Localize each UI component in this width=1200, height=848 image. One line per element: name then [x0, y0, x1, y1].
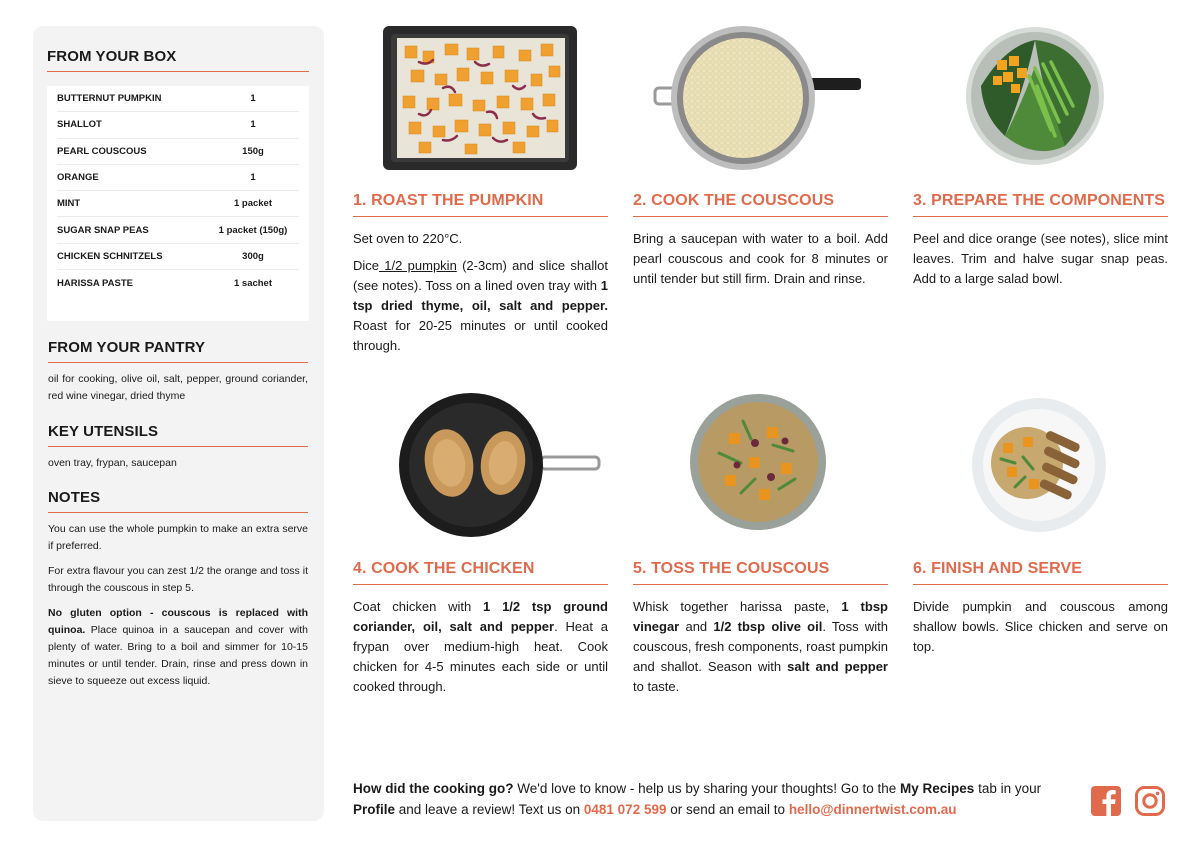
step-5 — [633, 560, 888, 697]
step-5-text-e: . Toss with couscous, fresh components, roast pumpkin and shallot. Season with — [633, 619, 888, 674]
ingredients-table — [47, 86, 309, 321]
step-4-text-a: Coat chicken with — [353, 599, 484, 614]
ingredient-qty: 150g — [242, 145, 264, 157]
step-6 — [913, 560, 1168, 657]
step-1-text-underlined: 1/2 pumpkin — [379, 258, 457, 273]
ingredient-qty: 1 — [250, 172, 256, 184]
notes-section — [48, 489, 308, 690]
ingredient-qty: 1 sachet — [233, 277, 273, 289]
step-1-text-bold: 1 tsp dried thyme, oil, salt and pepper. — [353, 278, 608, 313]
feedback-footer — [353, 778, 1083, 820]
ingredient-name: SHALLOT — [57, 119, 102, 131]
ingredient-qty: 1 packet — [233, 198, 273, 210]
step-6-body — [913, 597, 1168, 657]
step-5-text-d: 1/2 tbsp olive oil — [713, 619, 823, 634]
pantry-section — [48, 339, 308, 404]
footer-text-2: tab in your — [974, 781, 1042, 796]
step-1 — [353, 192, 608, 356]
email-link[interactable]: hello@dinnertwist.com.au — [788, 802, 957, 817]
ingredient-row — [57, 112, 299, 138]
step-5-text-a: Whisk together harissa paste, — [633, 599, 842, 614]
step-4-title: 4. COOK THE CHICKEN — [353, 560, 608, 585]
step-5-text-c: and — [679, 619, 714, 634]
step-1-title: 1. ROAST THE PUMPKIN — [353, 192, 608, 217]
step-3-text: Peel and dice orange (see notes), slice mint leaves. Trim and halve sugar snap peas. Add to a large salad bowl. — [913, 231, 1168, 286]
ingredient-qty: 1 packet (150g) — [218, 224, 288, 236]
utensils-text: oven tray, frypan, saucepan — [48, 457, 177, 469]
cook-chicken-photo — [391, 393, 601, 537]
step-2 — [633, 192, 888, 289]
ingredient-row — [57, 165, 299, 191]
ingredient-qty: 1 — [250, 119, 256, 131]
note-3-bold: No gluten option - couscous is replaced with quinoa. — [48, 607, 308, 636]
step-5-title: 5. TOSS THE COUSCOUS — [633, 560, 888, 585]
footer-text-4: or send an email to — [666, 802, 789, 817]
step-4 — [353, 560, 608, 697]
prepare-components-photo — [965, 26, 1105, 166]
step-5-body — [633, 597, 888, 697]
ingredient-qty: 1 — [250, 93, 256, 105]
toss-couscous-photo — [689, 393, 827, 531]
step-6-title: 6. FINISH AND SERVE — [913, 560, 1168, 585]
note-2: For extra flavour you can zest 1/2 the orange and toss it through the couscous in step 5. — [48, 565, 308, 594]
ingredient-name: BUTTERNUT PUMPKIN — [57, 93, 162, 105]
step-3-title: 3. PREPARE THE COMPONENTS — [913, 192, 1168, 217]
step-3 — [913, 192, 1168, 289]
ingredient-row — [57, 86, 299, 112]
finish-serve-photo — [971, 397, 1107, 533]
cook-couscous-photo — [653, 26, 863, 170]
step-1-text-b: (2-3cm) and slice shallot (see notes). Toss on a lined oven tray with — [353, 258, 609, 293]
notes-heading: NOTES — [48, 489, 308, 513]
ingredient-name: MINT — [57, 198, 81, 210]
step-4-text — [353, 597, 608, 697]
step-5-text — [633, 597, 888, 697]
step-2-text: Bring a saucepan with water to a boil. Add pearl couscous and cook for 8 minutes or until tender but still firm. Drain and rinse. — [633, 231, 888, 286]
note-3-text: Place quinoa in a saucepan and cover with plenty of water. Bring to a boil and simmer for 10-15 minutes or until tender. Drain, rinse and press down in sieve to squeeze out excess liquid. — [48, 624, 308, 687]
ingredient-qty: 300g — [242, 250, 264, 262]
pantry-text: oil for cooking, olive oil, salt, pepper, ground coriander, red wine vinegar, dried thyme — [48, 373, 308, 402]
step-2-body — [633, 229, 888, 289]
step-4-text-c: . Heat a frypan over medium-high heat. Cook chicken for 4-5 minutes each side or until cooked through. — [353, 619, 609, 694]
step-4-body — [353, 597, 608, 697]
footer-text-3: and leave a review! Text us on — [395, 802, 584, 817]
step-5-text-b: 1 tbsp vinegar — [633, 599, 888, 634]
ingredient-name: CHICKEN SCHNITZELS — [57, 250, 163, 262]
social-links — [1090, 785, 1166, 817]
step-5-text-g: to taste. — [633, 679, 680, 694]
ingredient-row — [57, 270, 299, 296]
my-recipes-link[interactable]: My Recipes — [900, 781, 975, 796]
step-2-title: 2. COOK THE COUSCOUS — [633, 192, 888, 217]
pantry-heading: FROM YOUR PANTRY — [48, 339, 308, 363]
utensils-section — [48, 423, 308, 472]
ingredient-name: HARISSA PASTE — [57, 277, 134, 289]
phone-link[interactable]: 0481 072 599 — [583, 802, 667, 817]
ingredient-row — [57, 217, 299, 243]
step-4-text-bold: 1 1/2 tsp ground coriander, oil, salt and pepper — [353, 599, 608, 634]
step-1-body — [353, 229, 608, 356]
from-your-box-heading: FROM YOUR BOX — [47, 48, 309, 72]
ingredient-row — [57, 191, 299, 217]
step-1-text-c: Roast for 20-25 minutes or until cooked through. — [353, 318, 608, 353]
step-6-text: Divide pumpkin and couscous among shallow bowls. Slice chicken and serve on top. — [913, 599, 1168, 654]
ingredient-name: PEARL COUSCOUS — [57, 145, 147, 157]
ingredient-row — [57, 244, 299, 270]
step-1-text-a: Dice — [353, 258, 380, 273]
roast-pumpkin-photo — [383, 26, 577, 170]
feedback-question: How did the cooking go? — [353, 781, 514, 796]
ingredient-name: SUGAR SNAP PEAS — [57, 224, 149, 236]
sidebar — [33, 26, 324, 821]
facebook-icon[interactable] — [1090, 785, 1122, 817]
ingredient-row — [57, 139, 299, 165]
ingredient-name: ORANGE — [57, 172, 99, 184]
step-5-text-f: salt and pepper — [787, 659, 888, 674]
note-3 — [48, 605, 308, 690]
step-1-text-2 — [353, 256, 608, 356]
step-3-body — [913, 229, 1168, 289]
step-1-text-1: Set oven to 220°C. — [353, 231, 463, 246]
instagram-icon[interactable] — [1134, 785, 1166, 817]
note-1: You can use the whole pumpkin to make an extra serve if preferred. — [48, 523, 308, 552]
footer-text-1: We'd love to know - help us by sharing your thoughts! Go to the — [513, 781, 901, 796]
utensils-heading: KEY UTENSILS — [48, 423, 308, 447]
profile-link[interactable]: Profile — [353, 802, 396, 817]
